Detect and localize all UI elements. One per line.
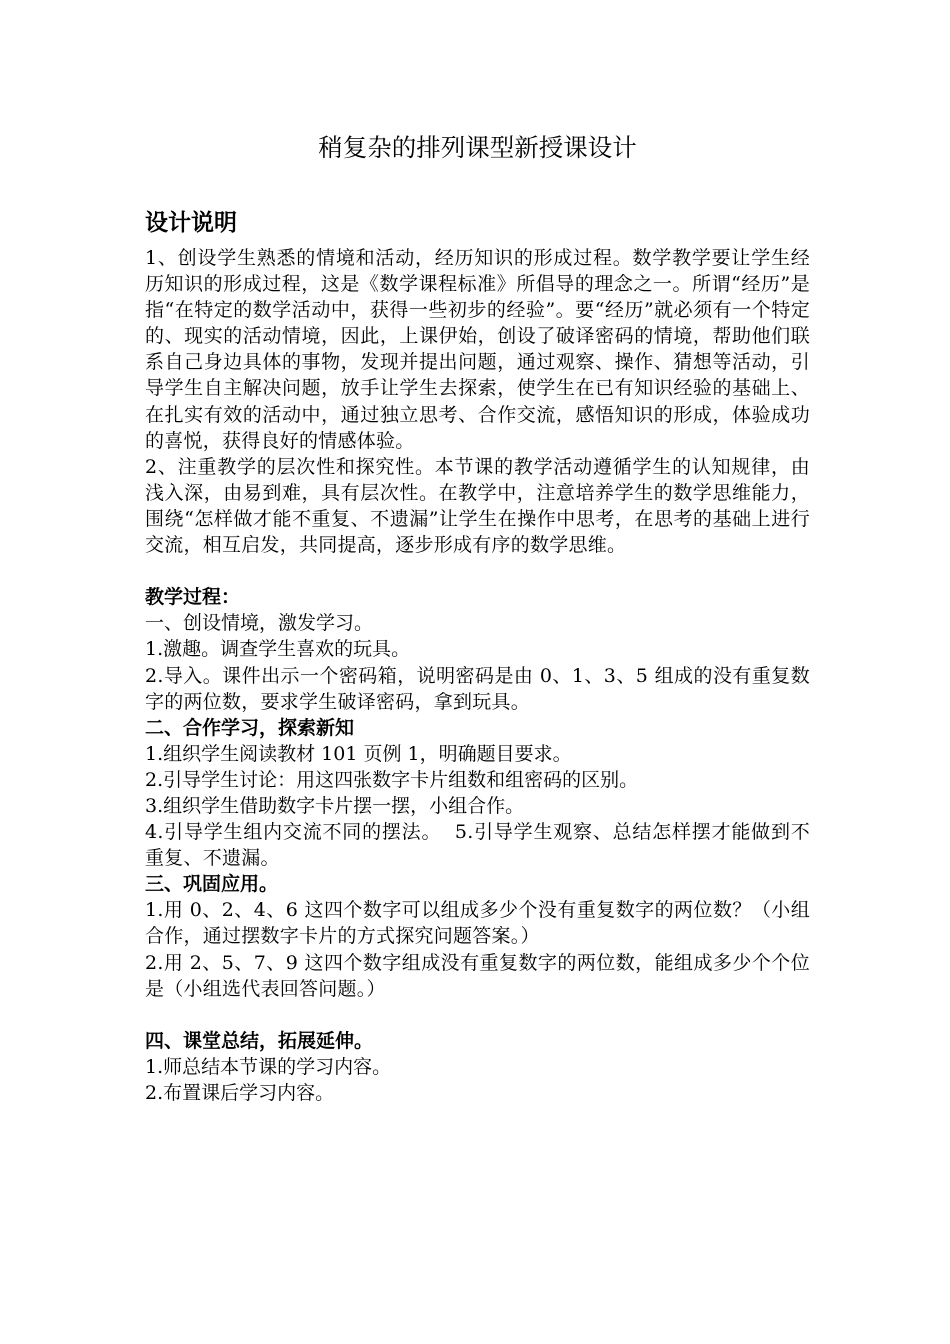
step2-item-2: 2.引导学生讨论：用这四张数字卡片组数和组密码的区别。 [145, 768, 639, 791]
design-paragraph-2: 2、注重教学的层次性和探究性。本节课的教学活动遵循学生的认知规律，由浅入深，由易到难，具有层次性。在教学中，注意培养学生的数学思维能力，围绕“怎样做才能不重复、不遗漏”让学生在操作中思考，在思考的基础上进行交流，相互启发，共同提高，逐步形成有序的数学思维。 [145, 455, 810, 557]
step2-item-4: 4.引导学生组内交流不同的摆法。 5.引导学生观察、总结怎样摆才能做到不重复、不遗漏。 [145, 821, 810, 870]
step3-item-1: 1.用 0、2、4、6 这四个数字可以组成多少个没有重复数字的两位数？（小组合作，通过摆数字卡片的方式探究问题答案。） [145, 899, 810, 948]
step4-heading: 四、课堂总结，拓展延伸。 [145, 1029, 374, 1052]
paragraph-spacer [145, 558, 810, 584]
paragraph-spacer [145, 1002, 810, 1028]
design-paragraph-1: 1、创设学生熟悉的情境和活动，经历知识的形成过程。数学教学要让学生经历知识的形成过程，这是《数学课程标准》所倡导的理念之一。所谓“经历”是指“在特定的数学活动中，获得一些初步的经验”。要“经历”就必须有一个特定的、现实的活动情境，因此，上课伊始，创设了破译密码的情境，帮助他们联系自己身边具体的事物，发现并提出问题，通过观察、操作、猜想等活动，引导学生自主解决问题，放手让学生去探索，使学生在已有知识经验的基础上、在扎实有效的活动中，通过独立思考、合作交流，感悟知识的形成，体验成功的喜悦，获得良好的情感体验。 [145, 247, 810, 452]
teaching-process-heading: 教学过程： [145, 586, 241, 609]
step2-heading: 二、合作学习，探索新知 [145, 716, 355, 739]
step2-item-1: 1.组织学生阅读教材 101 页例 1，明确题目要求。 [145, 742, 572, 765]
step4-item-1: 1.师总结本节课的学习内容。 [145, 1055, 392, 1078]
step1-item-1: 1.激趣。调查学生喜欢的玩具。 [145, 638, 411, 661]
document-body [145, 245, 810, 1106]
document-title: 稍复杂的排列课型新授课设计 [318, 133, 637, 162]
step1-item-2: 2.导入。课件出示一个密码箱，说明密码是由 0、1、3、5 组成的没有重复数字的两位数，要求学生破译密码，拿到玩具。 [145, 664, 810, 713]
step2-item-3: 3.组织学生借助数字卡片摆一摆，小组合作。 [145, 794, 525, 817]
step3-heading: 三、巩固应用。 [145, 873, 279, 896]
step3-item-2: 2.用 2、5、7、9 这四个数字组成没有重复数字的两位数，能组成多少个个位是（小组选代表回答问题。） [145, 951, 810, 1000]
design-notes-heading: 设计说明 [145, 210, 237, 236]
step1-heading: 一、创设情境，激发学习。 [145, 612, 374, 635]
step4-item-2: 2.布置课后学习内容。 [145, 1082, 335, 1104]
